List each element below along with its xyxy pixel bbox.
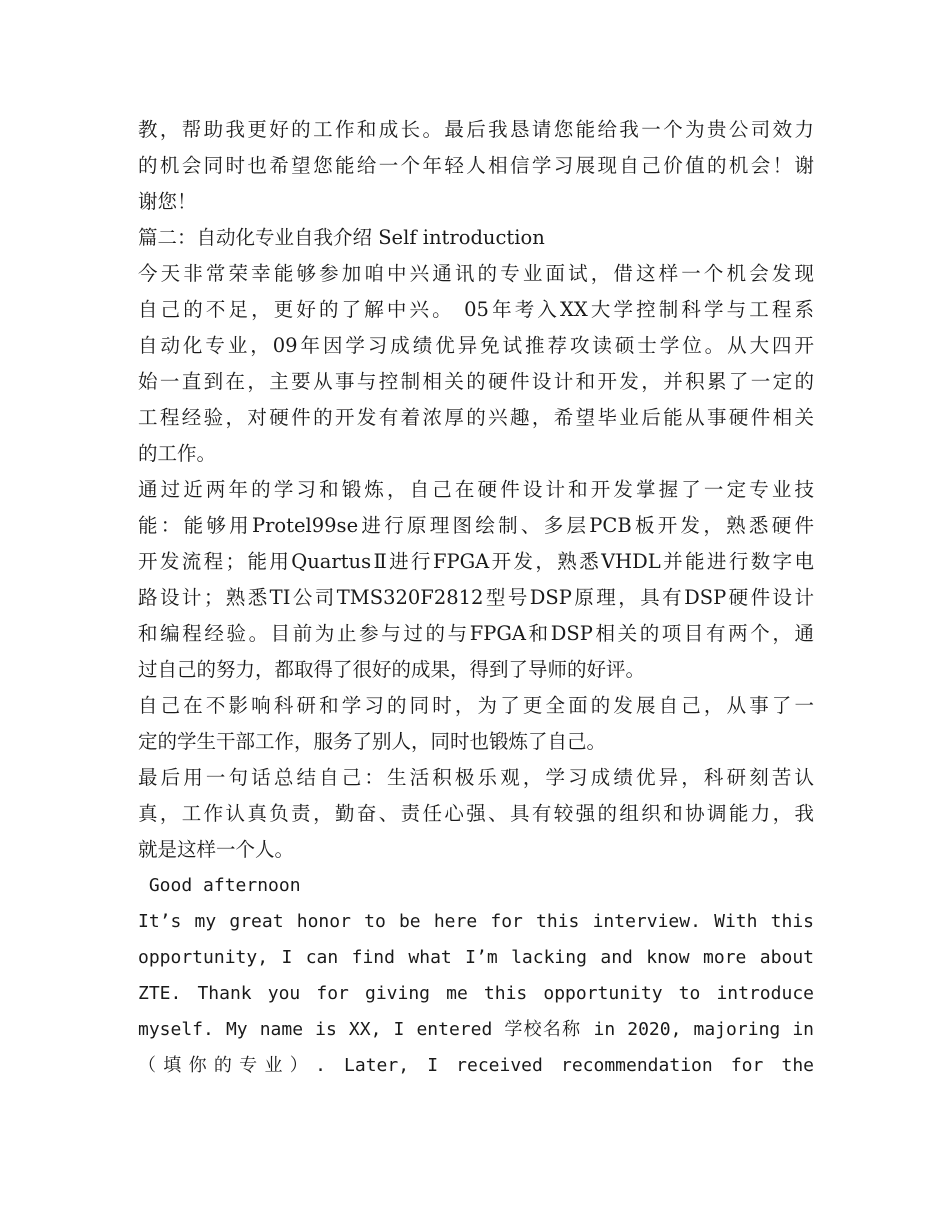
text-line: 路设计；熟悉TI公司TMS320F2812型号DSP原理，具有DSP硬件设计 bbox=[138, 586, 814, 609]
text-line: ZTE. Thank you for giving me this opportunity to introduce bbox=[138, 983, 814, 1004]
text-line: 自己的不足，更好的了解中兴。 05年考入XX大学控制科学与工程系 bbox=[138, 298, 814, 321]
text-line: 今天非常荣幸能够参加咱中兴通讯的专业面试，借这样一个机会发现 bbox=[138, 262, 814, 285]
text-line: 始一直到在，主要从事与控制相关的硬件设计和开发，并积累了一定的 bbox=[138, 370, 814, 393]
text-line: 能：能够用Protel99se进行原理图绘制、多层PCB板开发，熟悉硬件 bbox=[138, 514, 814, 537]
text-line: 的机会同时也希望您能给一个年轻人相信学习展现自己价值的机会！谢 bbox=[138, 154, 814, 177]
section-heading: 篇二：自动化专业自我介绍 Self introduction bbox=[138, 226, 545, 249]
text-line: 就是这样一个人。 bbox=[138, 838, 295, 861]
text-line: opportunity, I can find what I’m lacking and know more about bbox=[138, 947, 814, 968]
text-line: 工程经验，对硬件的开发有着浓厚的兴趣，希望毕业后能从事硬件相关 bbox=[138, 406, 814, 429]
text-line: 的工作。 bbox=[138, 442, 217, 465]
text-line: Good afternoon bbox=[138, 875, 301, 896]
text-line: 最后用一句话总结自己：生活积极乐观，学习成绩优异，科研刻苦认 bbox=[138, 766, 814, 789]
text-line: 自动化专业，09年因学习成绩优异免试推荐攻读硕士学位。从大四开 bbox=[138, 334, 814, 357]
text-line: 谢您！ bbox=[138, 190, 197, 213]
text-line: 开发流程；能用QuartusⅡ进行FPGA开发，熟悉VHDL并能进行数字电 bbox=[138, 550, 814, 573]
text-line: 和编程经验。目前为止参与过的与FPGA和DSP相关的项目有两个，通 bbox=[138, 622, 814, 645]
text-line: 教，帮助我更好的工作和成长。最后我恳请您能给我一个为贵公司效力 bbox=[138, 118, 814, 141]
text-line: myself. My name is XX, I entered 学校名称 in 2020, majoring in bbox=[138, 1019, 814, 1040]
text-line: 过自己的努力，都取得了很好的成果，得到了导师的好评。 bbox=[138, 658, 646, 681]
text-line: It’s my great honor to be here for this interview. With this bbox=[138, 911, 814, 932]
text-line: 通过近两年的学习和锻炼，自己在硬件设计和开发掌握了一定专业技 bbox=[138, 478, 814, 501]
document-body bbox=[138, 112, 814, 1084]
text-line: （填你的专业）. Later, I received recommendation for the bbox=[138, 1055, 814, 1076]
text-line: 定的学生干部工作，服务了别人，同时也锻炼了自己。 bbox=[138, 730, 607, 753]
text-line: 真，工作认真负责，勤奋、责任心强、具有较强的组织和协调能力，我 bbox=[138, 802, 814, 825]
text-line: 自己在不影响科研和学习的同时，为了更全面的发展自己，从事了一 bbox=[138, 694, 814, 717]
